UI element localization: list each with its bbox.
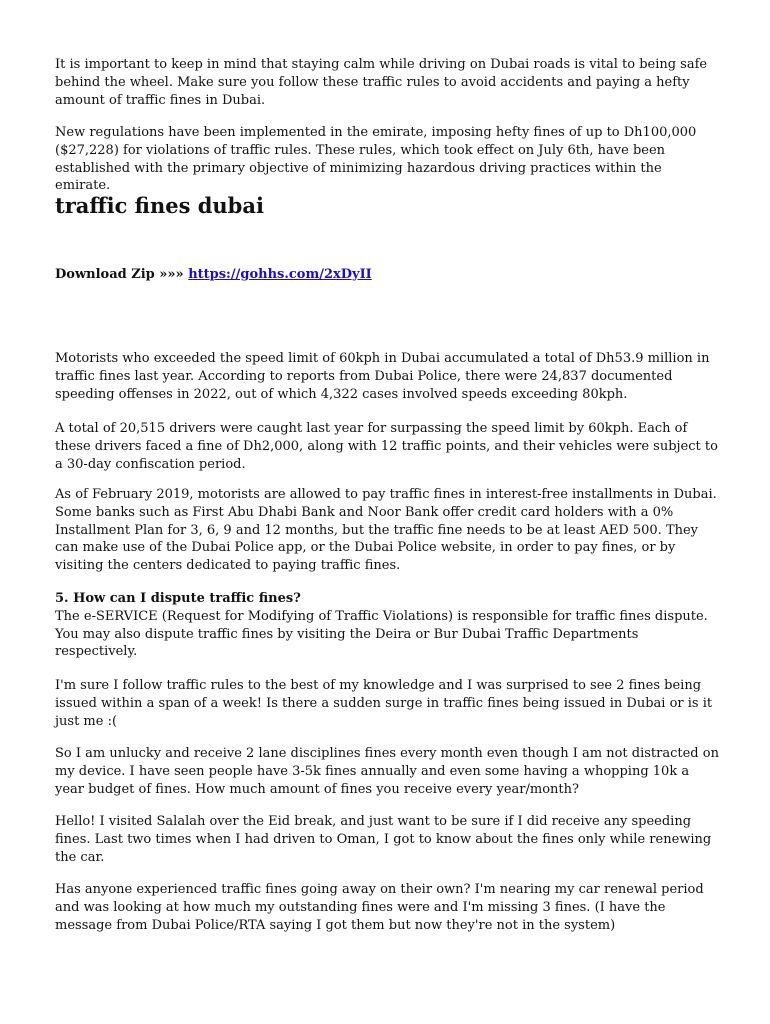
installments-paragraph: As of February 2019, motorists are allowed to pay traffic fines in interest-free installments in Dubai. Some banks such as First Abu Dhabi Bank and Noor Bank offer credit card holders with a 0% Installment Plan for 3, 6, 9 and 12 months, but the traffic fine needs to be at least AED 500. They can make use of the Dubai Police app, or the Dubai Police website, in order to pay fines, or by visiting the centers dedicated to paying traffic fines. (55, 487, 717, 574)
speed-stats-paragraph: Motorists who exceeded the speed limit of 60kph in Dubai accumulated a total of Dh53.9 million in traffic fines last year. According to reports from Dubai Police, there were 24,837 documented speeding offenses in 2022, out of which 4,322 cases involved speeds exceeding 80kph. (55, 351, 710, 402)
drivers-caught-paragraph: A total of 20,515 drivers were caught last year for surpassing the speed limit by 60kph. Each of these drivers faced a fine of Dh2,000, along with 12 traffic points, and their vehicles were subject to a 30-day confiscation period. (55, 421, 718, 472)
dispute-question: 5. How can I dispute traffic fines? (55, 591, 301, 606)
download-link[interactable]: https://gohhs.com/2xDyII (188, 267, 372, 282)
download-label: Download Zip »»» (55, 267, 189, 282)
dispute-section (55, 590, 720, 661)
page-heading: traffic fines dubai (55, 193, 264, 218)
intro-paragraph-1: It is important to keep in mind that staying calm while driving on Dubai roads is vital to being safe behind the wheel. Make sure you follow these traffic rules to avoid accidents and paying a hefty amount of traffic fines in Dubai. (55, 57, 708, 108)
lane-fines-paragraph: So I am unlucky and receive 2 lane disciplines fines every month even though I am not distracted on my device. I have seen people have 3-5k fines annually and even some having a whopping 10k a year budget of fines. How much amount of fines you receive every year/month? (55, 746, 719, 797)
salalah-paragraph: Hello! I visited Salalah over the Eid break, and just want to be sure if I did receive any speeding fines. Last two times when I had driven to Oman, I got to know about the fines only while renewing the car. (55, 814, 712, 865)
missing-fines-paragraph: Has anyone experienced traffic fines going away on their own? I'm nearing my car renewal period and was looking at how much my outstanding fines were and I'm missing 3 fines. (I have the message from Dubai Police/RTA saying I got them but now they're not in the system) (55, 882, 704, 933)
surprised-paragraph: I'm sure I follow traffic rules to the best of my knowledge and I was surprised to see 2 fines being issued within a span of a week! Is there a sudden surge in traffic fines being issued in Dubai or is it just me :( (55, 678, 713, 729)
download-line (55, 266, 372, 284)
dispute-answer: The e-SERVICE (Request for Modifying of Traffic Violations) is responsible for traffic fines dispute. You may also dispute traffic fines by visiting the Deira or Bur Dubai Traffic Departments respectively. (55, 608, 708, 660)
intro-paragraph-2: New regulations have been implemented in the emirate, imposing hefty fines of up to Dh100,000 ($27,228) for violations of traffic rules. These rules, which took effect on July 6th, have been established with the primary objective of minimizing hazardous driving practices within the emirate. (55, 125, 697, 194)
